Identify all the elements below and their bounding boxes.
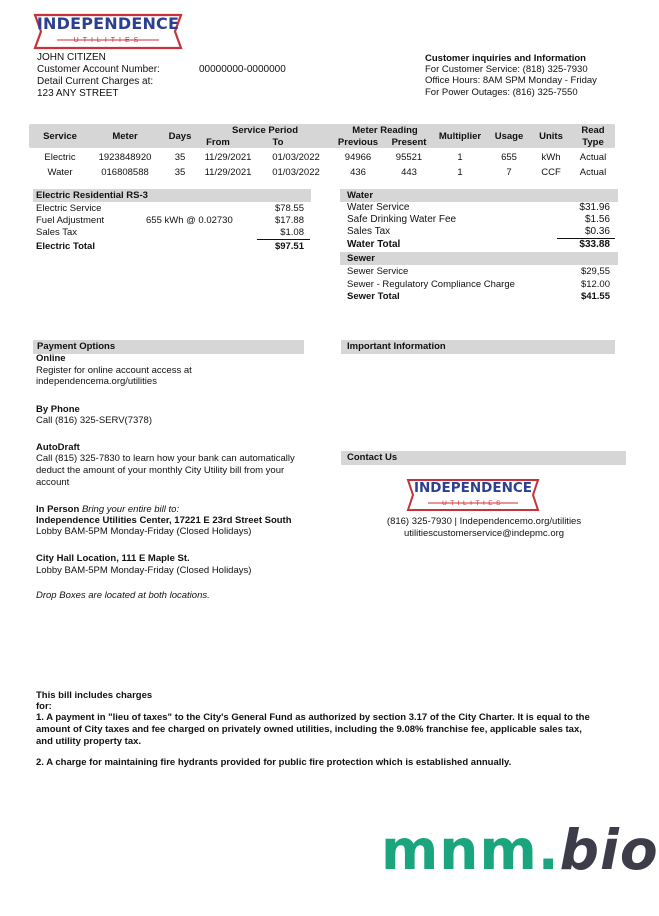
sewer-section-title: Sewer <box>347 253 375 264</box>
row-read-type: Actual <box>579 152 607 163</box>
account-number: 00000000-0000000 <box>199 64 286 75</box>
row-to: 01/03/2022 <box>272 152 320 163</box>
watermark-part-2: bio <box>559 818 659 882</box>
footer-note-2: 2. A charge for maintaining fire hydrants provided for public fire protection which is established annually. <box>36 757 512 768</box>
col-to: To <box>272 137 284 148</box>
col-multiplier: Multiplier <box>438 131 482 142</box>
row-read-type: Actual <box>579 167 607 178</box>
row-service: Water <box>47 167 73 178</box>
in-person-title: In Person <box>36 504 80 515</box>
online-line-2: independencema.org/utilities <box>36 376 157 387</box>
electric-item-amount: $1.08 <box>280 227 304 238</box>
sewer-section-header <box>340 252 618 265</box>
row-to: 01/03/2022 <box>272 167 320 178</box>
contact-us-title: Contact Us <box>347 452 398 463</box>
logo-word-utilities: UTILITIES <box>73 37 143 44</box>
watermark-logo <box>381 818 659 882</box>
row-units: CCF <box>541 167 561 178</box>
water-total-label: Water Total <box>347 239 401 250</box>
contact-logo <box>406 478 540 512</box>
water-item-amount: $0.36 <box>584 226 610 237</box>
online-title: Online <box>36 353 66 364</box>
row-from: 11/29/2021 <box>204 167 252 178</box>
col-meter-reading: Meter Reading <box>352 125 418 136</box>
city-hall-address: City Hall Location, 111 E Maple St. <box>36 553 190 564</box>
logo-word-independence: INDEPENDENCE <box>413 480 533 496</box>
row-usage: 7 <box>506 167 512 178</box>
important-info-title: Important Information <box>347 341 446 352</box>
col-previous: Previous <box>337 137 379 148</box>
customer-service-phone: For Customer Service: (818) 325-7930 <box>425 64 588 75</box>
footer-note-1-line-1: 1. A payment in "lieu of taxes" to the City's General Fund as authorized by section 3.17 of the City Charter. It is equal to the <box>36 712 590 723</box>
contact-phone-web: (816) 325-7930 | Independencemo.org/utilities <box>386 516 582 527</box>
customer-name: JOHN CITIZEN <box>37 52 106 63</box>
electric-section-title: Electric Residential RS-3 <box>36 190 148 201</box>
autodraft-line-1: Call (815) 325-7830 to learn how your bank can automatically <box>36 453 295 464</box>
row-service: Electric <box>44 152 76 163</box>
detail-charges-label: Detail Current Charges at: <box>37 76 154 87</box>
electric-item-label: Fuel Adjustment <box>36 215 105 226</box>
office-hours: Office Hours: 8AM SPM Monday - Friday <box>425 75 597 86</box>
sewer-item-label: Sewer Service <box>347 266 409 277</box>
independence-utilities-logo <box>33 13 183 50</box>
autodraft-line-3: account <box>36 477 70 488</box>
autodraft-title: AutoDraft <box>36 442 80 453</box>
water-item-label: Water Service <box>347 202 410 213</box>
water-item-amount: $31.96 <box>579 202 610 213</box>
utilities-center-address: Independence Utilities Center, 17221 E 23rd Street South <box>36 515 292 526</box>
in-person-note: Bring your entire bill to: <box>81 504 180 515</box>
logo-word-utilities: UTILITIES <box>442 500 504 507</box>
col-read-type: Read Type <box>581 125 605 148</box>
sewer-total-label: Sewer Total <box>347 291 400 302</box>
service-address: 123 ANY STREET <box>37 88 119 99</box>
water-item-amount: $1.56 <box>584 214 610 225</box>
col-present: Present <box>391 137 427 148</box>
row-present: 95521 <box>395 152 423 163</box>
sewer-item-label: Sewer - Regulatory Compliance Charge <box>347 279 515 290</box>
account-number-label: Customer Account Number: <box>37 64 160 75</box>
electric-total-rule <box>257 239 310 240</box>
footer-intro-1: This bill includes charges <box>36 690 153 701</box>
row-usage: 655 <box>501 152 517 163</box>
power-outages-phone: For Power Outages: (816) 325-7550 <box>425 87 578 98</box>
row-previous: 436 <box>350 167 366 178</box>
watermark-part-1: mnm. <box>381 818 560 882</box>
col-days: Days <box>168 131 192 142</box>
water-section-title: Water <box>347 190 374 201</box>
inquiries-title: Customer inquiries and Information <box>425 53 586 64</box>
col-meter: Meter <box>112 131 138 142</box>
row-from: 11/29/2021 <box>204 152 252 163</box>
row-multiplier: 1 <box>457 167 463 178</box>
row-present: 443 <box>401 167 417 178</box>
row-units: kWh <box>541 152 561 163</box>
electric-item-label: Sales Tax <box>36 227 78 238</box>
row-days: 35 <box>174 152 186 163</box>
col-units: Units <box>539 131 563 142</box>
row-meter: 016808588 <box>101 167 149 178</box>
footer-note-1-line-2: amount of City taxes and fee charged on privately owned utilities, including the 9.08% franchise fee, applicable sales tax, <box>36 724 582 735</box>
utilities-center-hours: Lobby BAM-5PM Monday-Friday (Closed Holidays) <box>36 526 252 537</box>
autodraft-line-2: deduct the amount of your monthly City Utility bill from your <box>36 465 285 476</box>
contact-email: utilitiescustomerservice@indepmc.org <box>403 528 565 539</box>
sewer-item-amount: $12.00 <box>580 279 610 290</box>
sewer-total: $41.55 <box>580 291 610 302</box>
col-usage: Usage <box>494 131 524 142</box>
fuel-adjustment-detail: 655 kWh @ 0.02730 <box>146 215 233 226</box>
online-line-1: Register for online account access at <box>36 365 192 376</box>
col-from: From <box>206 137 230 148</box>
electric-item-amount: $78.55 <box>274 203 304 214</box>
payment-options-title: Payment Options <box>37 341 116 352</box>
drop-box-note: Drop Boxes are located at both locations. <box>36 590 210 601</box>
electric-total: $97.51 <box>274 241 304 252</box>
by-phone-title: By Phone <box>36 404 80 415</box>
footer-intro-2: for: <box>36 701 52 712</box>
water-item-label: Safe Drinking Water Fee <box>347 214 457 225</box>
logo-word-independence: INDEPENDENCE <box>36 14 180 33</box>
row-days: 35 <box>174 167 186 178</box>
sewer-item-amount: $29,55 <box>580 266 610 277</box>
electric-total-label: Electric Total <box>36 241 95 252</box>
col-service: Service <box>43 131 77 142</box>
by-phone-line: Call (816) 325-SERV(7378) <box>36 415 152 426</box>
row-multiplier: 1 <box>457 152 463 163</box>
col-service-period: Service Period <box>231 125 298 136</box>
water-section-header <box>340 189 618 202</box>
electric-item-amount: $17.88 <box>274 215 304 226</box>
water-total: $33.88 <box>579 239 610 250</box>
city-hall-hours: Lobby BAM-5PM Monday-Friday (Closed Holidays) <box>36 565 252 576</box>
water-item-label: Sales Tax <box>347 226 391 237</box>
row-previous: 94966 <box>344 152 372 163</box>
electric-item-label: Electric Service <box>36 203 102 214</box>
footer-note-1-line-3: and utility property tax. <box>36 736 142 747</box>
row-meter: 1923848920 <box>98 152 152 163</box>
